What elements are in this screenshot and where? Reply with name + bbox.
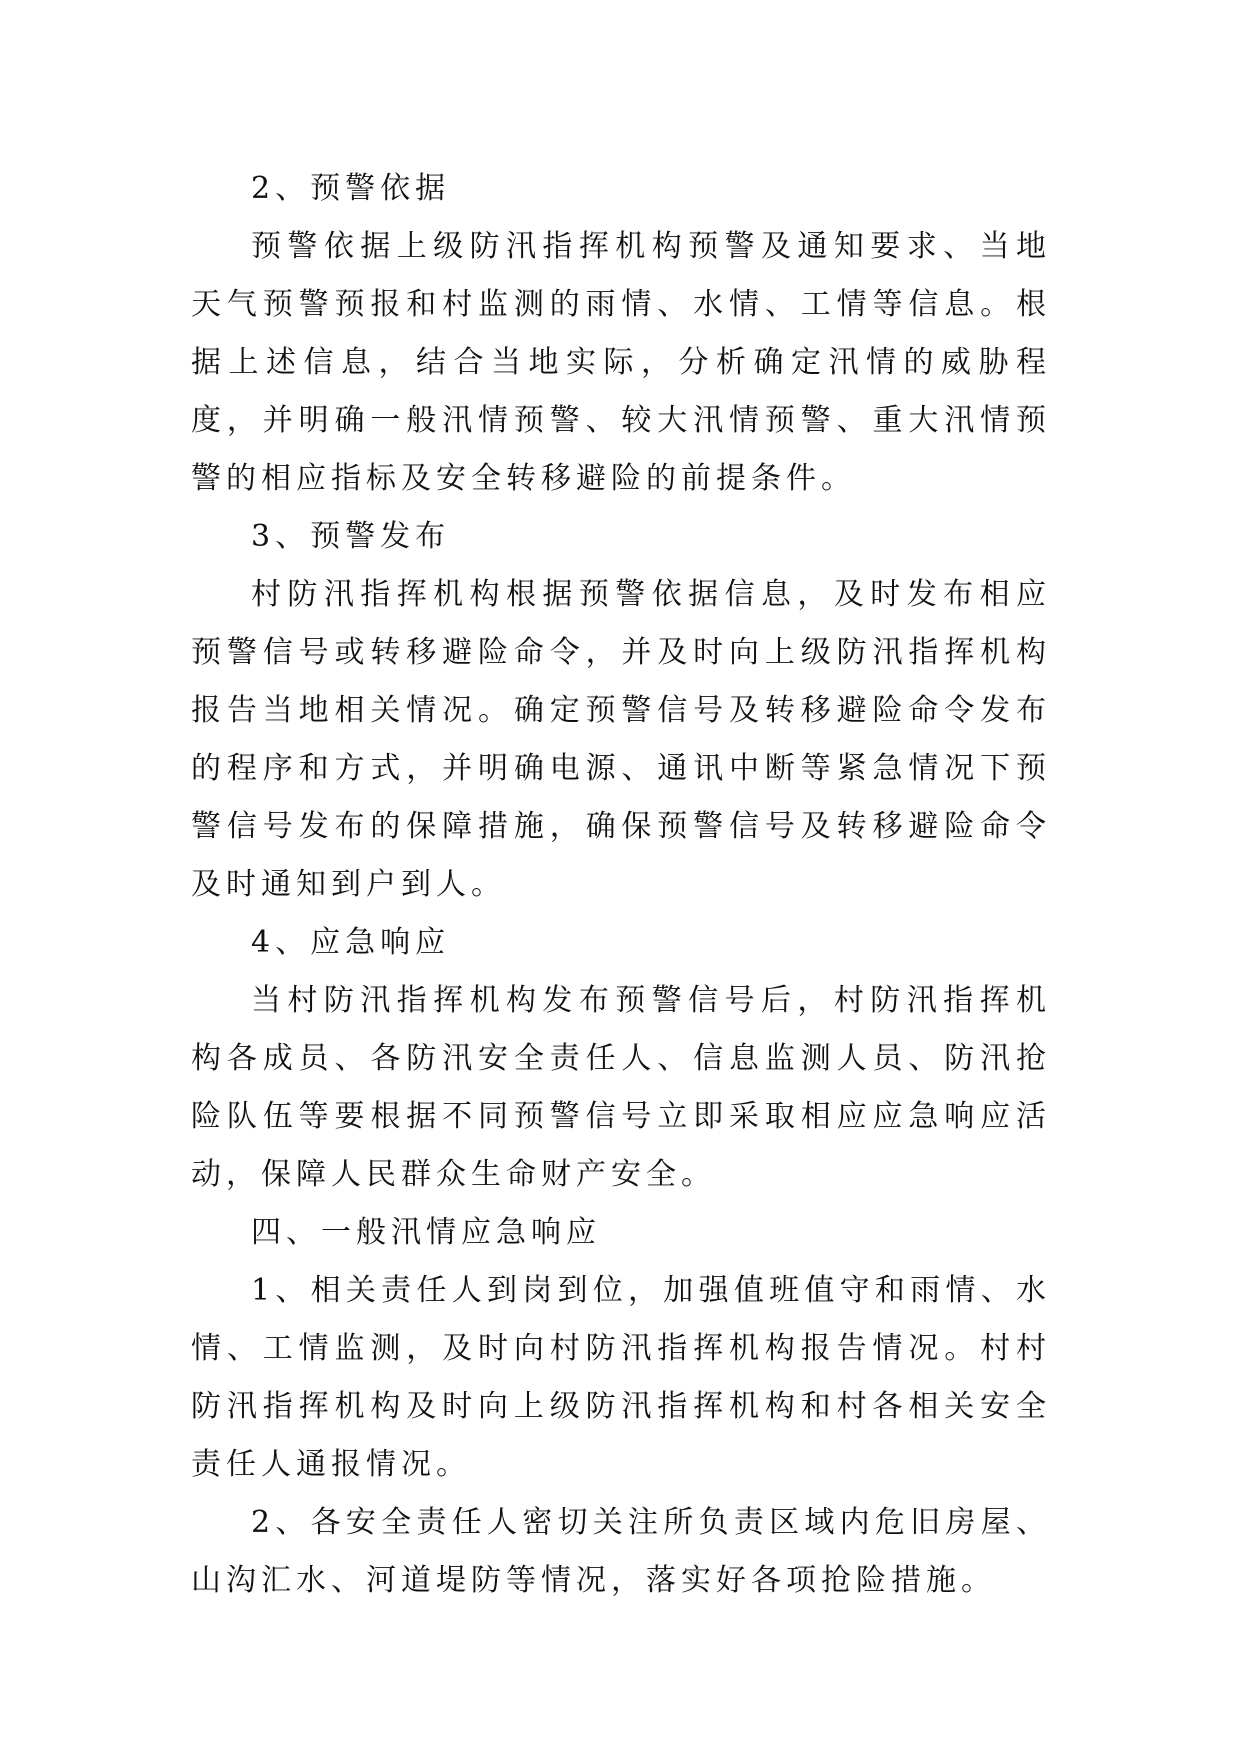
paragraph-general-response-item-1: 1、相关责任人到岗到位，加强值班值守和雨情、水情、工情监测，及时向村防汛指挥机构报告情况。村村防汛指挥机构及时向上级防汛指挥机构和村各相关安全责任人通报情况。 bbox=[191, 1273, 1051, 1482]
document-page bbox=[191, 160, 1051, 1610]
section-heading-warning-basis: 2、预警依据 bbox=[251, 171, 451, 206]
section-heading-emergency-response: 4、应急响应 bbox=[251, 925, 451, 960]
paragraph-emergency-response: 当村防汛指挥机构发布预警信号后，村防汛指挥机构各成员、各防汛安全责任人、信息监测人员、防汛抢险队伍等要根据不同预警信号立即采取相应应急响应活动，保障人民群众生命财产安全。 bbox=[191, 983, 1051, 1192]
paragraph-warning-basis: 预警依据上级防汛指挥机构预警及通知要求、当地天气预警预报和村监测的雨情、水情、工情等信息。根据上述信息，结合当地实际，分析确定汛情的威胁程度，并明确一般汛情预警、较大汛情预警、重大汛情预警的相应指标及安全转移避险的前提条件。 bbox=[191, 229, 1051, 496]
paragraph-warning-release: 村防汛指挥机构根据预警依据信息，及时发布相应预警信号或转移避险命令，并及时向上级防汛指挥机构报告当地相关情况。确定预警信号及转移避险命令发布的程序和方式，并明确电源、通讯中断等紧急情况下预警信号发布的保障措施，确保预警信号及转移避险命令及时通知到户到人。 bbox=[191, 577, 1051, 902]
section-heading-general-flood-response: 四、一般汛情应急响应 bbox=[251, 1215, 601, 1250]
paragraph-general-response-item-2: 2、各安全责任人密切关注所负责区域内危旧房屋、山沟汇水、河道堤防等情况，落实好各项抢险措施。 bbox=[191, 1505, 1051, 1598]
section-heading-warning-release: 3、预警发布 bbox=[251, 519, 451, 554]
